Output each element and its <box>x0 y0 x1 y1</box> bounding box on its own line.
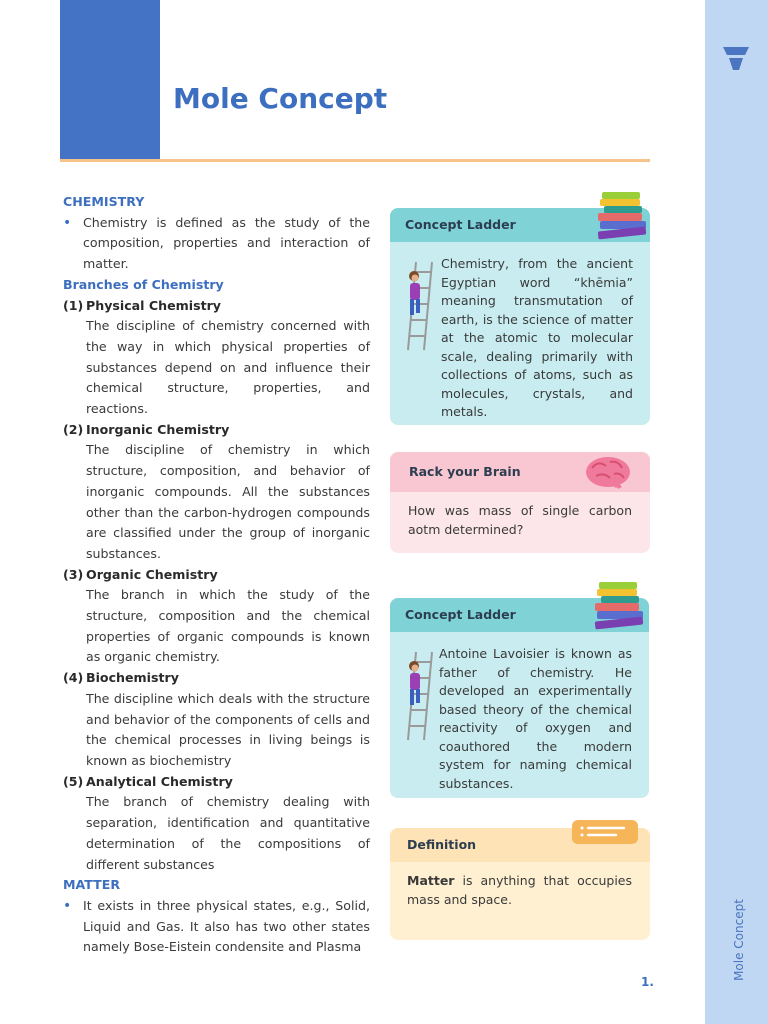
branch-number: (1) <box>63 297 84 313</box>
page-number: 1. <box>641 975 654 989</box>
branch-number: (4) <box>63 670 84 686</box>
branch-title: Biochemistry <box>86 670 179 686</box>
branch-description: The branch in which the study of the structure, composition and the chemical properties of organic compounds is known as organic chemistry. <box>86 587 370 665</box>
branch-title: Analytical Chemistry <box>86 773 233 789</box>
branch-number: (5) <box>63 773 84 789</box>
branch-item <box>63 772 370 876</box>
branch-number: (2) <box>63 421 84 437</box>
brain-icon <box>584 454 632 490</box>
matter-description: • It exists in three physical states, e.g., Solid, Liquid and Gas. It also has two other states namely Bose-Eistein condensite and Plasma <box>63 896 370 958</box>
branch-title: Organic Chemistry <box>86 566 218 582</box>
ladder-figure-icon <box>404 650 436 742</box>
branch-number: (3) <box>63 566 84 582</box>
branch-description: The discipline of chemistry in which structure, composition, and behavior of inorganic compounds. All the substances other than the carbon-hydrogen compounds are classified under the group of inorganic substances. <box>86 442 370 561</box>
chemistry-heading: CHEMISTRY <box>63 194 145 209</box>
branch-item <box>63 296 370 420</box>
rack-brain-question: How was mass of single carbon aotm determined? <box>390 492 650 553</box>
branch-title: Physical Chemistry <box>86 297 222 313</box>
books-icon <box>596 190 650 240</box>
ladder-figure-icon <box>404 260 436 352</box>
branch-description: The discipline of chemistry concerned with the way in which physical properties of substances depend on and influence their chemical structure, properties, and reactions. <box>86 318 370 417</box>
rack-brain-title: Rack your Brain <box>390 452 650 492</box>
logo-icon <box>722 44 750 72</box>
definition-term: Matter <box>407 873 455 888</box>
branches-heading: Branches of Chemistry <box>63 276 224 292</box>
branch-item <box>63 565 370 669</box>
branch-title: Inorganic Chemistry <box>86 421 230 437</box>
page-title: Mole Concept <box>173 82 388 115</box>
title-divider <box>60 159 650 162</box>
side-title: Mole Concept <box>732 899 746 981</box>
definition-text <box>390 862 650 940</box>
concept-ladder-box <box>390 208 650 425</box>
books-icon <box>593 580 647 630</box>
definition-description: is anything that occupies mass and space. <box>407 873 632 907</box>
branch-description: The branch of chemistry dealing with separation, identification and quantitative determination of the compositions of different substances <box>86 794 370 872</box>
branch-item <box>63 668 370 772</box>
definition-box <box>390 828 650 940</box>
chemistry-definition: • Chemistry is defined as the study of the composition, properties and interaction of matter. <box>63 213 370 275</box>
matter-heading: MATTER <box>63 877 121 893</box>
side-band <box>705 0 768 1024</box>
concept-ladder-text: Chemistry, from the ancient Egyptian word “khēmia” meaning transmutation of earth, is the science of matter at the atomic to molecular scale, dealing primarily with collections of atoms, such as molecules, crystals, and metals. <box>441 256 633 419</box>
notes-icon <box>572 820 638 844</box>
concept-ladder-title: Concept Ladder <box>390 208 650 242</box>
concept-ladder-text: Antoine Lavoisier is known as father of chemistry. He developed an experimentally based theory of the chemical reactivity of oxygen and coauthored the modern system for naming chemical substances. <box>439 646 632 791</box>
branch-description: The discipline which deals with the structure and behavior of the components of cells and the chemical processes in living beings is known as biochemistry <box>86 690 370 768</box>
rack-brain-box <box>390 452 650 553</box>
main-content <box>63 192 370 958</box>
concept-ladder-box <box>390 598 649 798</box>
definition-title: Definition <box>390 828 650 862</box>
header-accent-block <box>60 0 160 160</box>
branch-item <box>63 420 370 565</box>
concept-ladder-title: Concept Ladder <box>390 598 649 632</box>
